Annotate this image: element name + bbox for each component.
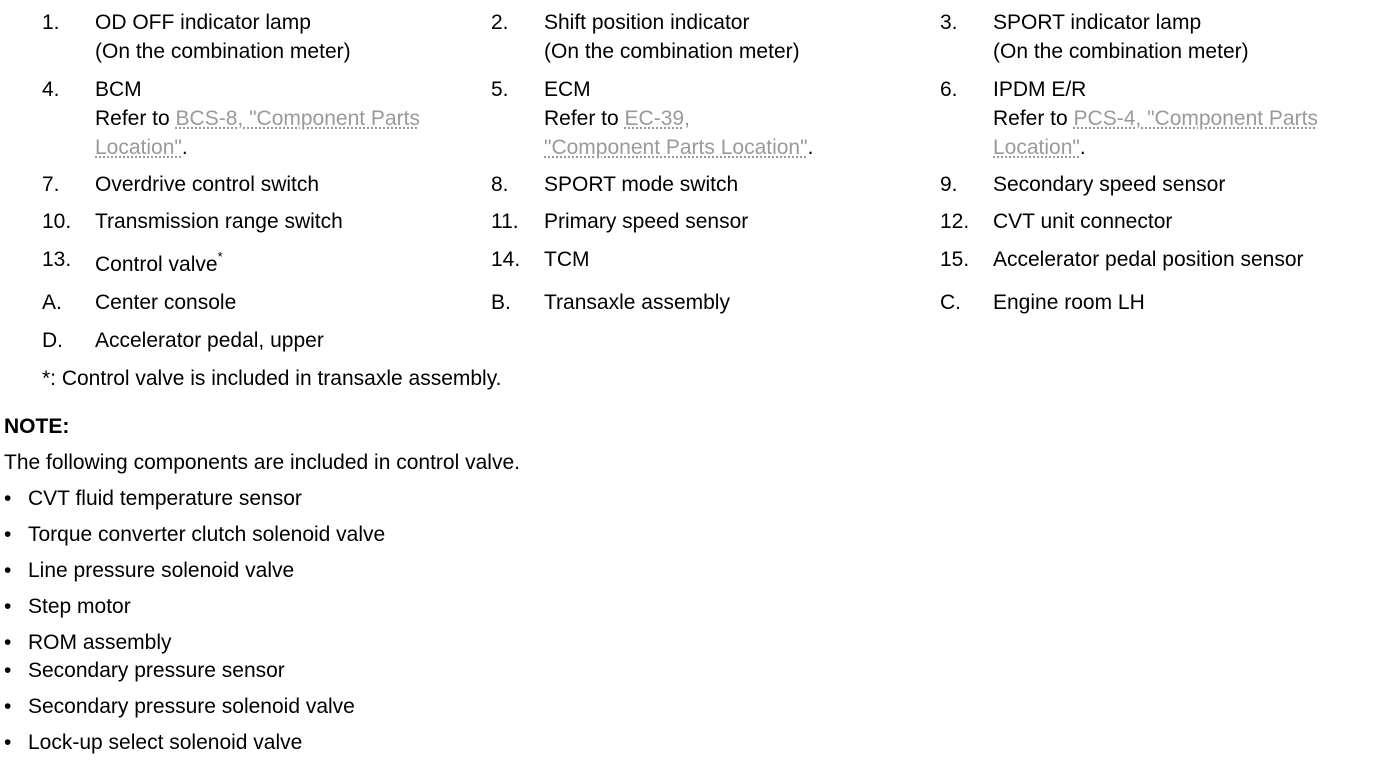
item-number: 3. — [940, 11, 958, 34]
item-sublabel: (On the combination meter) — [993, 40, 1249, 63]
footnote: *: Control valve is included in transaxle assembly. — [42, 367, 502, 390]
item-label: Transaxle assembly — [544, 291, 730, 314]
item-number: 9. — [940, 173, 958, 196]
reference-link[interactable]: "Component Parts Location" — [544, 136, 808, 159]
list-item-label: Secondary pressure solenoid valve — [28, 695, 355, 718]
item-label: IPDM E/R — [993, 78, 1087, 101]
item-number: 7. — [42, 173, 60, 196]
item-label: Engine room LH — [993, 291, 1145, 314]
item-label: TCM — [544, 248, 590, 271]
bullet-icon: • — [4, 559, 12, 582]
item-letter: B. — [491, 291, 511, 314]
period: . — [181, 136, 188, 159]
item-number: 10. — [42, 210, 72, 233]
item-sublabel: (On the combination meter) — [544, 40, 800, 63]
item-letter: A. — [42, 291, 62, 314]
item-label: Overdrive control switch — [95, 173, 320, 196]
item-letter: C. — [940, 291, 961, 314]
item-number: 14. — [491, 248, 521, 271]
item-number: 6. — [940, 78, 958, 101]
bullet-icon: • — [4, 523, 12, 546]
item-label: OD OFF indicator lamp — [95, 11, 311, 34]
item-number: 12. — [940, 210, 970, 233]
item-letter: D. — [42, 329, 63, 352]
item-number: 4. — [42, 78, 60, 101]
item-sublabel: (On the combination meter) — [95, 40, 351, 63]
legend-item-4 — [95, 75, 485, 162]
list-item-label: Step motor — [28, 595, 131, 618]
refer-to-text: Refer to — [95, 107, 170, 130]
item-label: Transmission range switch — [95, 210, 343, 233]
note-title: NOTE: — [4, 415, 70, 438]
item-number: 2. — [491, 11, 509, 34]
item-label: Accelerator pedal position sensor — [993, 248, 1304, 271]
bullet-icon: • — [4, 595, 12, 618]
reference-link[interactable]: Location" — [993, 136, 1080, 159]
item-label: BCM — [95, 78, 142, 101]
list-item-label: Lock-up select solenoid valve — [28, 731, 303, 754]
bullet-icon: • — [4, 695, 12, 718]
item-label: Primary speed sensor — [544, 210, 749, 233]
item-label: Control valve — [95, 253, 218, 276]
item-number: 13. — [42, 248, 72, 271]
bullet-icon: • — [4, 731, 12, 754]
item-number: 15. — [940, 248, 970, 271]
item-label: Accelerator pedal, upper — [95, 329, 324, 352]
legend-item-6 — [993, 75, 1388, 162]
reference-link[interactable]: BCS-8, "Component Parts — [175, 107, 420, 130]
reference-link[interactable]: EC-39, — [624, 107, 690, 130]
item-label: Shift position indicator — [544, 11, 750, 34]
list-item-label: CVT fluid temperature sensor — [28, 487, 302, 510]
legend-item-13 — [95, 250, 485, 279]
period: . — [1079, 136, 1086, 159]
item-label: Secondary speed sensor — [993, 173, 1226, 196]
footnote-mark: * — [217, 249, 223, 264]
list-item-label: ROM assembly — [28, 631, 172, 654]
item-label: SPORT mode switch — [544, 173, 739, 196]
item-label: ECM — [544, 78, 591, 101]
refer-to-text: Refer to — [544, 107, 619, 130]
legend-item-1 — [95, 8, 485, 66]
item-number: 5. — [491, 78, 509, 101]
item-label: SPORT indicator lamp — [993, 11, 1202, 34]
item-number: 8. — [491, 173, 509, 196]
legend-item-3 — [993, 8, 1388, 66]
legend-item-2 — [544, 8, 934, 66]
item-number: 11. — [491, 210, 519, 233]
bullet-icon: • — [4, 631, 12, 654]
period: . — [807, 136, 814, 159]
list-item-label: Torque converter clutch solenoid valve — [28, 523, 386, 546]
bullet-icon: • — [4, 659, 12, 682]
refer-to-text: Refer to — [993, 107, 1068, 130]
item-number: 1. — [42, 11, 60, 34]
item-label: Center console — [95, 291, 237, 314]
bullet-icon: • — [4, 487, 12, 510]
item-label: CVT unit connector — [993, 210, 1173, 233]
reference-link[interactable]: Location" — [95, 136, 182, 159]
note-intro: The following components are included in control valve. — [4, 451, 520, 474]
list-item-label: Line pressure solenoid valve — [28, 559, 295, 582]
reference-link[interactable]: PCS-4, "Component Parts — [1073, 107, 1318, 130]
list-item-label: Secondary pressure sensor — [28, 659, 285, 682]
legend-item-5 — [544, 75, 934, 162]
